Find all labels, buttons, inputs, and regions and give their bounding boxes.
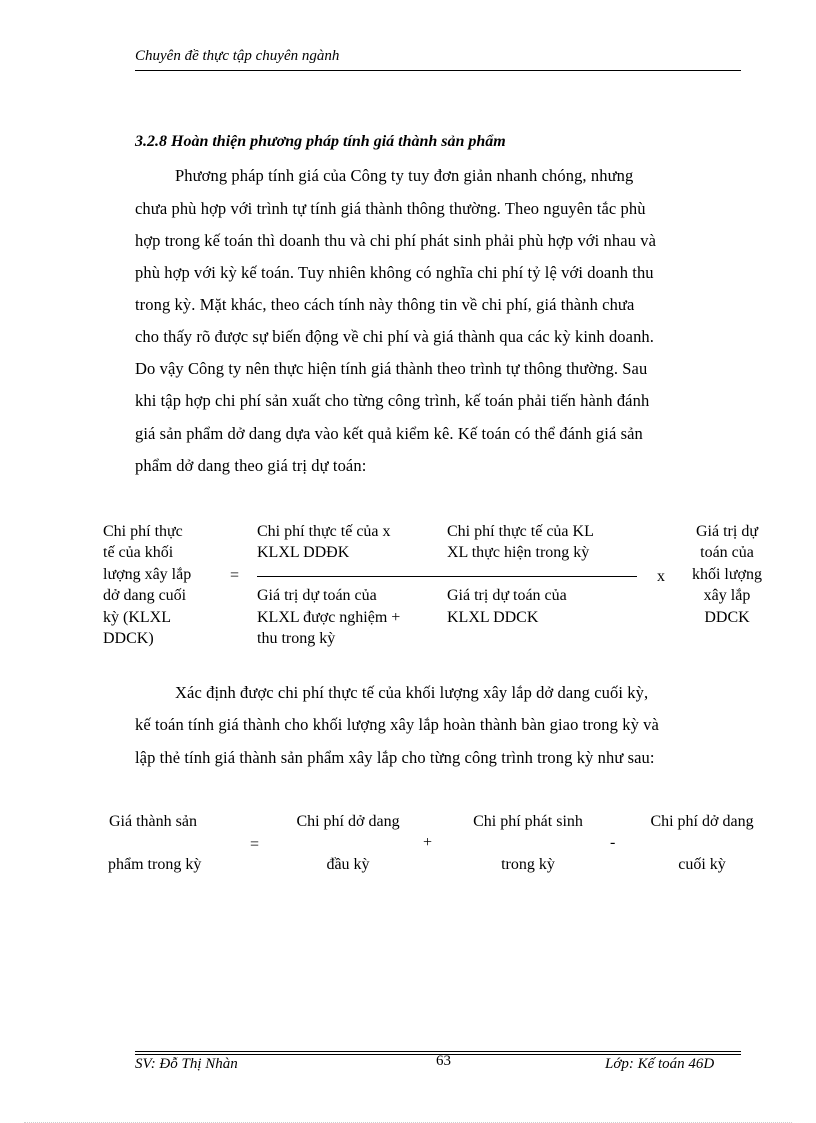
paragraph-line: lập thẻ tính giá thành sản phẩm xây lắp cho từng công trình trong kỳ như sau: (135, 748, 655, 767)
formula2-term3-line1: Chi phí phát sinh (473, 813, 583, 830)
formula2-term2-line2: đầu kỳ (326, 856, 370, 873)
formula2-term1-line2: phẩm trong kỳ (108, 856, 202, 873)
paragraph-line: kế toán tính giá thành cho khối lượng xây lắp hoàn thành bàn giao trong kỳ và (135, 715, 659, 734)
formula1-numerator-left: Chi phí thực tế của x (257, 523, 391, 540)
footer-student-name: SV: Đỗ Thị Nhàn (135, 1056, 238, 1072)
formula1-lhs-line: dở dang cuối (103, 587, 187, 604)
formula1-numerator-right: XL thực hiện trong kỳ (447, 544, 590, 561)
paragraph-line: cho thấy rõ được sự biến động về chi phí và giá thành qua các kỳ kinh doanh. (135, 327, 654, 346)
formula1-equals: = (230, 567, 240, 584)
formula1-rhs-line: Giá trị dự (696, 523, 758, 540)
formula2-term1-line1: Giá thành sản (109, 813, 197, 830)
footer-rule-top (135, 1051, 741, 1052)
paragraph-line: phù hợp với kỳ kế toán. Tuy nhiên không có nghĩa chi phí tỷ lệ với doanh thu (135, 263, 654, 282)
formula1-numerator-left: KLXL DDĐK (257, 544, 350, 561)
formula1-denominator-left: KLXL được nghiệm + (257, 609, 401, 626)
formula2-term2-line1: Chi phí dở dang (296, 813, 400, 830)
paragraph-line: chưa phù hợp với trình tự tính giá thành thông thường. Theo nguyên tắc phù (135, 199, 646, 218)
footer-class: Lớp: Kế toán 46D (605, 1056, 715, 1072)
formula1-rhs-line: DDCK (704, 609, 750, 626)
formula2-term4-line2: cuối kỳ (678, 856, 726, 873)
section-heading: 3.2.8 Hoàn thiện phương pháp tính giá thành sản phẩm (135, 133, 506, 150)
formula1-lhs-line: lượng xây lắp (103, 566, 192, 583)
paragraph-line: giá sản phẩm dở dang dựa vào kết quả kiểm kê. Kế toán có thể đánh giá sản (135, 424, 643, 443)
formula1-lhs-line: kỳ (KLXL (103, 609, 171, 626)
formula1-rhs-line: khối lượng (691, 566, 763, 583)
formula1-denominator-right: KLXL DDCK (447, 609, 539, 626)
formula1-times: x (657, 568, 665, 585)
paragraph-line: hợp trong kế toán thì doanh thu và chi phí phát sinh phải phù hợp với nhau và (135, 231, 657, 250)
formula1-lhs-line: DDCK) (103, 630, 154, 647)
paragraph-line: Do vậy Công ty nên thực hiện tính giá thành theo trình tự thông thường. Sau (135, 359, 648, 378)
formula1-fraction-bar (257, 576, 637, 577)
formula1-denominator-left: Giá trị dự toán của (257, 587, 377, 604)
formula2-term3-line2: trong kỳ (501, 856, 555, 873)
formula2-term4-line1: Chi phí dở dang (650, 813, 754, 830)
formula1-lhs-line: tế của khối (103, 544, 174, 561)
formula1-denominator-right: Giá trị dự toán của (447, 587, 567, 604)
page-number: 63 (436, 1053, 451, 1069)
formula2-equals: = (250, 836, 260, 853)
formula2-minus: - (610, 834, 616, 851)
header-rule (135, 70, 741, 71)
formula1-denominator-left: thu trong kỳ (257, 630, 336, 647)
paragraph-line: Phương pháp tính giá của Công ty tuy đơn giản nhanh chóng, nhưng (175, 166, 634, 185)
formula1-numerator-right: Chi phí thực tế của KL (447, 523, 594, 540)
formula1-rhs-line: xây lắp (703, 587, 751, 604)
paragraph-line: trong kỳ. Mặt khác, theo cách tính này thông tin về chi phí, giá thành chưa (135, 295, 635, 314)
formula2-plus: + (423, 834, 433, 851)
paragraph-line: phẩm dở dang theo giá trị dự toán: (135, 456, 367, 475)
paragraph-line: khi tập hợp chi phí sản xuất cho từng công trình, kế toán phải tiến hành đánh (135, 391, 650, 410)
formula1-lhs-line: Chi phí thực (103, 523, 183, 540)
formula1-rhs-line: toán của (700, 544, 754, 561)
paragraph-line: Xác định được chi phí thực tế của khối lượng xây lắp dở dang cuối kỳ, (175, 683, 649, 702)
page-header-title: Chuyên đề thực tập chuyên ngành (135, 48, 340, 64)
